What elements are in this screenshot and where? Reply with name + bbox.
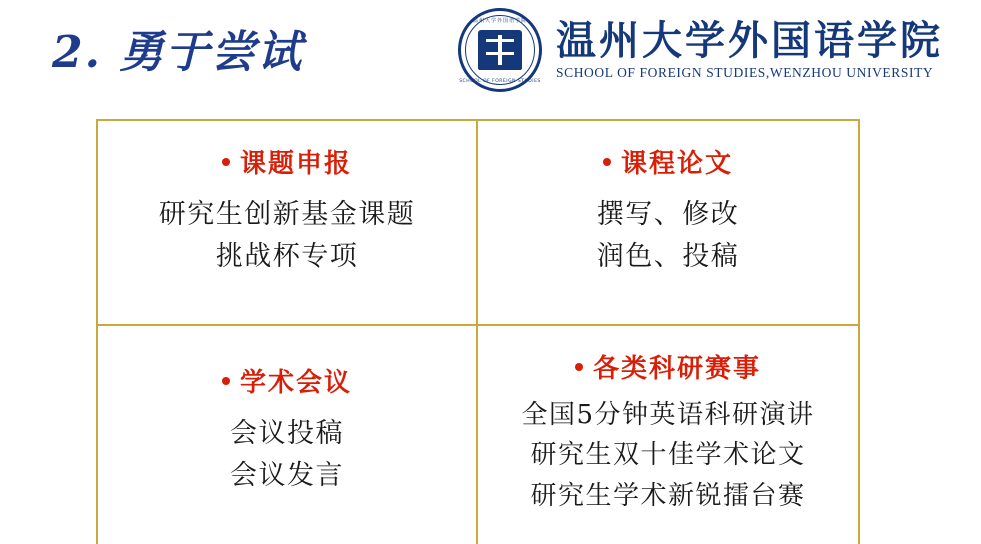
- cell-heading-label: 课题申报: [239, 149, 352, 179]
- logo-name-en: SCHOOL OF FOREIGN STUDIES,WENZHOU UNIVERSITY: [556, 64, 934, 80]
- cell-line: 全国5分钟英语科研演讲: [521, 400, 815, 430]
- cell-line: 研究生双十佳学术论文: [530, 440, 806, 471]
- seal-top-text: 温州大学外国语学院: [472, 18, 527, 24]
- bullet-dot-icon: [222, 158, 230, 166]
- cell-heading-label: 课程论文: [620, 149, 733, 179]
- cell-line: 会议投稿: [230, 418, 344, 449]
- content-grid: [96, 119, 860, 544]
- cell-heading: [222, 362, 352, 399]
- cell-line: 研究生创新基金课题: [158, 199, 416, 230]
- cell-line: 挑战杯专项: [215, 240, 359, 272]
- grid-cell-research-competitions: [478, 326, 858, 544]
- university-seal-icon: [458, 8, 542, 92]
- university-logo: [458, 8, 943, 92]
- logo-wordmark: [556, 16, 943, 81]
- seal-book-icon: [478, 30, 522, 70]
- logo-name-cn: 温州大学外国语学院: [556, 16, 943, 64]
- grid-cell-academic-conference: [98, 326, 478, 544]
- cell-line: 研究生学术新锐擂台赛: [530, 480, 806, 511]
- cell-heading: [222, 143, 352, 180]
- seal-bottom-text: SCHOOL OF FOREIGN STUDIES: [459, 79, 541, 84]
- cell-line: 润色、投稿: [596, 240, 740, 272]
- cell-heading-label: 各类科研赛事: [592, 354, 761, 384]
- bullet-dot-icon: [222, 377, 230, 385]
- slide-header: [0, 0, 981, 110]
- page-title: 2. 勇于尝试: [52, 27, 304, 78]
- bullet-dot-icon: [603, 158, 611, 166]
- cell-heading: [575, 348, 761, 385]
- cell-heading: [603, 143, 733, 180]
- cell-line: 会议发言: [230, 459, 344, 491]
- bullet-dot-icon: [575, 363, 583, 371]
- cell-heading-label: 学术会议: [239, 368, 352, 398]
- cell-line: 撰写、修改: [596, 199, 740, 230]
- grid-cell-course-paper: [478, 121, 858, 326]
- grid-cell-topic-application: [98, 121, 478, 326]
